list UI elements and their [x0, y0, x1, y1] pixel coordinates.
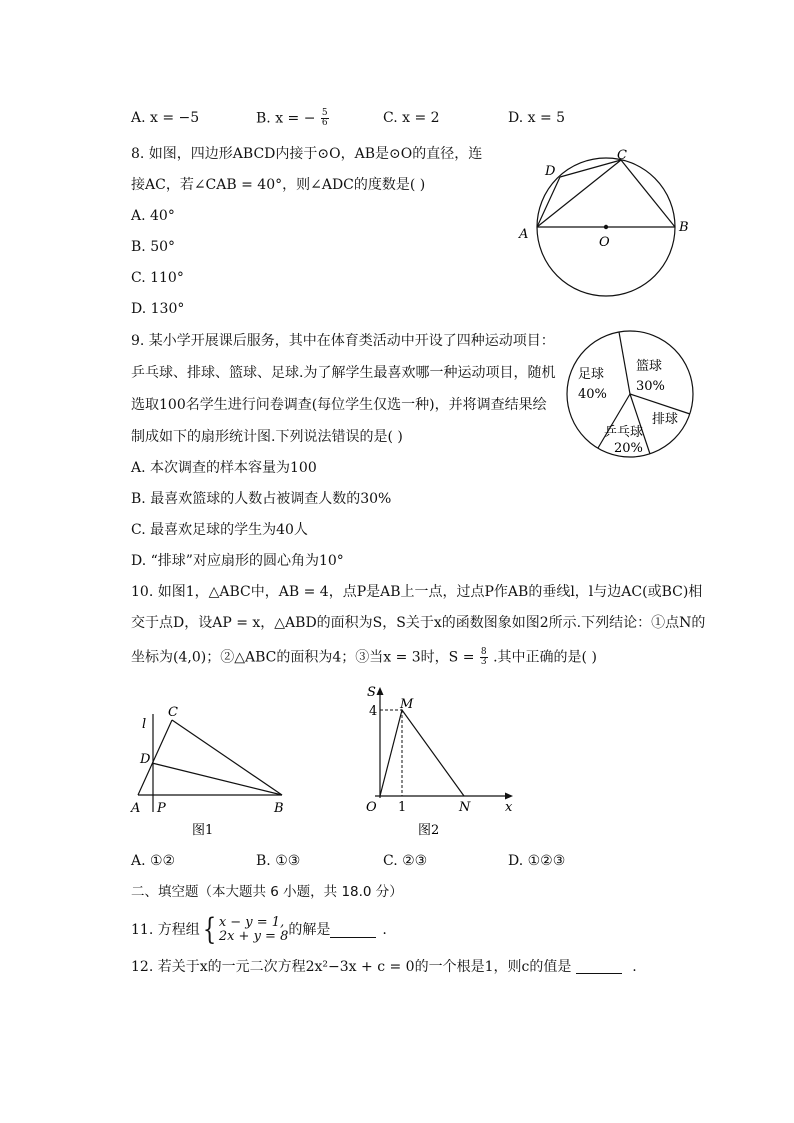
- pie-label-basketball: 篮球: [636, 359, 663, 374]
- label-s: S: [367, 685, 376, 700]
- q7-option-b-fraction: [321, 109, 329, 128]
- fraction-numerator: 5: [321, 108, 328, 118]
- q10-option-c[interactable]: C. ②③: [383, 853, 428, 869]
- segment-cb: [172, 720, 282, 795]
- q11-end: .: [382, 922, 387, 938]
- q8-circle-figure: [505, 140, 705, 310]
- q10-stem-line2: 交于点D，设AP = x，△ABD的面积为S，S关于x的函数图象如图2所示.下列结论：①点N的: [131, 615, 706, 631]
- q10-option-d[interactable]: D. ①②③: [508, 853, 566, 869]
- fraction-numerator: 8: [480, 647, 487, 657]
- q7-option-d[interactable]: D. x = 5: [508, 110, 566, 126]
- q12-end: .: [632, 959, 637, 975]
- q11-equation-1: x − y = 1,: [218, 915, 285, 930]
- q8-stem-line2: 接AC，若∠CAB = 40°，则∠ADC的度数是( ): [131, 177, 426, 193]
- q11-prefix: 11. 方程组: [131, 922, 200, 938]
- q8-stem-line1: 8. 如图，四边形ABCD内接于⊙O，AB是⊙O的直径，连: [131, 146, 483, 162]
- x-axis-arrow-icon: [505, 793, 513, 800]
- left-brace-icon: {: [202, 912, 216, 947]
- label-c: C: [168, 705, 178, 720]
- pie-pct-football: 40%: [578, 387, 607, 402]
- q10-stem-line3-a: 坐标为(4,0)；②△ABC的面积为4；③当x = 3时，S =: [131, 649, 475, 666]
- q11: [131, 913, 387, 947]
- figure-2-caption: 图2: [418, 823, 440, 838]
- fraction-denominator: 6: [321, 118, 328, 128]
- pie-label-football: 足球: [578, 367, 605, 382]
- center-point: [604, 225, 608, 229]
- q8-option-b[interactable]: B. 50°: [131, 239, 176, 255]
- segment-db: [152, 763, 282, 795]
- q7-option-b-text: B. x = −: [256, 110, 316, 127]
- q9-stem-line2: 乒乓球、排球、篮球、足球.为了解学生最喜欢哪一种运动项目，随机: [131, 365, 556, 381]
- label-b: B: [679, 220, 689, 235]
- q8-option-a[interactable]: A. 40°: [131, 208, 175, 224]
- label-o: O: [599, 235, 610, 250]
- pie-divider-right: [630, 394, 690, 414]
- label-d: D: [140, 752, 151, 767]
- fraction-denominator: 3: [480, 657, 487, 667]
- label-a: A: [131, 801, 141, 816]
- label-b: B: [274, 801, 284, 816]
- pie-label-pingpong: 乒乓球: [604, 425, 644, 440]
- q9-stem-line3: 选取100名学生进行问卷调查(每位学生仅选一种)，并将调查结果绘: [131, 397, 547, 413]
- q11-equation-system: [200, 912, 289, 947]
- q10-option-b[interactable]: B. ①③: [256, 853, 301, 869]
- q9-stem-line1: 9. 某小学开展课后服务，其中在体育类活动中开设了四种运动项目：: [131, 333, 555, 349]
- label-p: P: [157, 801, 166, 816]
- pie-pct-pingpong: 20%: [614, 441, 643, 456]
- label-d: D: [545, 164, 556, 179]
- function-graph-line: [380, 710, 464, 796]
- label-x: x: [505, 800, 513, 815]
- q11-suffix: 的解是: [288, 922, 331, 938]
- q7-option-c[interactable]: C. x = 2: [383, 110, 440, 126]
- q9-option-d[interactable]: D. “排球”对应扇形的圆心角为10°: [131, 553, 344, 569]
- q10-option-a[interactable]: A. ①②: [131, 853, 176, 869]
- q11-answer-blank[interactable]: [330, 923, 376, 938]
- section-heading-fill-blank: 二、填空题（本大题共 6 小题，共 18.0 分）: [131, 884, 403, 900]
- q10-stem-line3: [131, 648, 597, 667]
- label-c: C: [617, 148, 627, 163]
- label-l: l: [142, 717, 147, 732]
- pie-divider-top: [619, 332, 630, 394]
- q9-stem-line4: 制成如下的扇形统计图.下列说法错误的是( ): [131, 429, 403, 445]
- q10-figure-2: [355, 680, 525, 842]
- segment-ad: [537, 177, 560, 227]
- pie-pct-basketball: 30%: [636, 379, 665, 394]
- label-4: 4: [369, 704, 378, 719]
- label-1: 1: [398, 800, 407, 815]
- q8-option-c[interactable]: C. 110°: [131, 270, 184, 286]
- q7-option-a[interactable]: A. x = −5: [131, 110, 200, 126]
- q12: [131, 958, 637, 976]
- q9-option-a[interactable]: A. 本次调查的样本容量为100: [131, 460, 317, 476]
- label-a: A: [519, 227, 529, 242]
- q11-equation-2: 2x + y = 8: [218, 929, 289, 944]
- q10-stem-line3-b: .其中正确的是( ): [493, 649, 597, 666]
- pie-label-volleyball: 排球: [652, 412, 679, 427]
- q12-text: 12. 若关于x的一元二次方程2x²−3x + c = 0的一个根是1，则c的值是: [131, 959, 572, 975]
- q9-option-c[interactable]: C. 最喜欢足球的学生为40人: [131, 522, 308, 538]
- q10-fraction: [480, 648, 488, 667]
- q9-pie-chart: [560, 328, 710, 462]
- q12-answer-blank[interactable]: [576, 959, 622, 974]
- label-n: N: [459, 800, 471, 815]
- figure-1-caption: 图1: [192, 823, 214, 838]
- q8-option-d[interactable]: D. 130°: [131, 301, 185, 317]
- q7-option-b[interactable]: [256, 109, 330, 128]
- q9-option-b[interactable]: B. 最喜欢篮球的人数占被调查人数的30%: [131, 491, 392, 507]
- q10-stem-line1: 10. 如图1，△ABC中，AB = 4，点P是AB上一点，过点P作AB的垂线l，l与边AC(或BC)相: [131, 584, 703, 600]
- label-o: O: [366, 800, 377, 815]
- y-axis-arrow-icon: [377, 687, 384, 695]
- label-m: M: [400, 697, 414, 712]
- q10-figure-1: [128, 700, 298, 840]
